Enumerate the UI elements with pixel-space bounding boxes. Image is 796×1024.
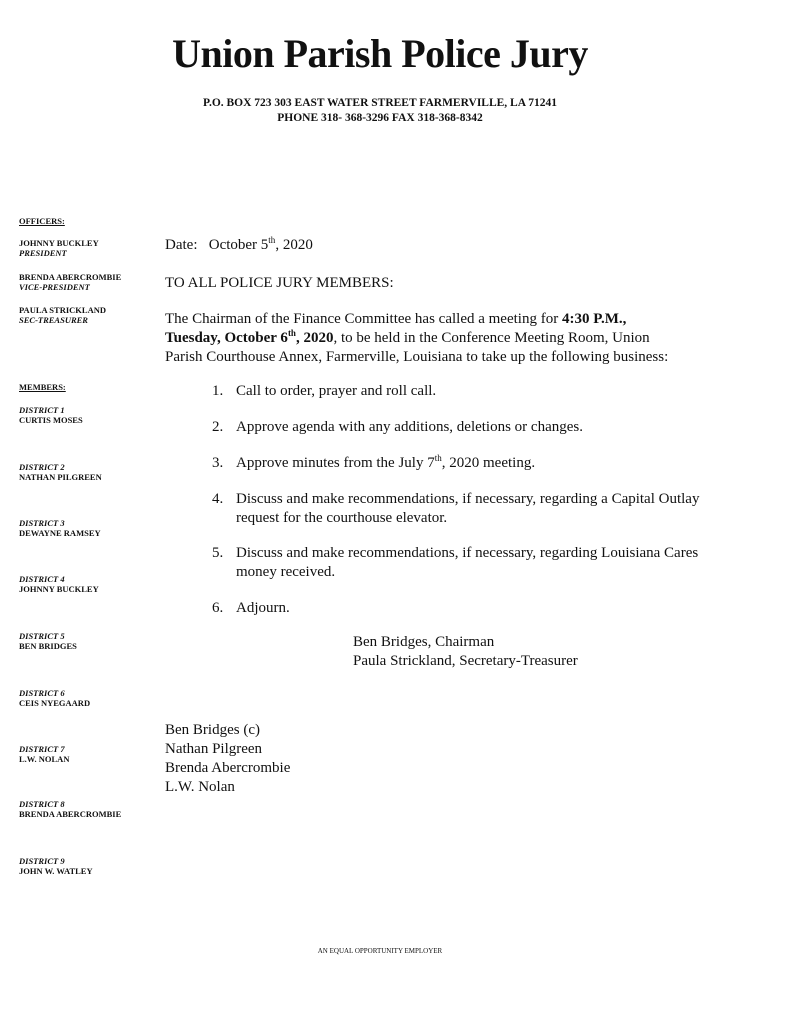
agenda-item-number: 1. (212, 383, 224, 399)
date-label: Date: (165, 237, 198, 253)
agenda-item-number: 4. (212, 491, 224, 507)
member-entry (19, 631, 77, 651)
member-district: DISTRICT 8 (19, 799, 65, 809)
member-entry (19, 405, 83, 425)
signature-secretary: Paula Strickland, Secretary-Treasurer (353, 653, 578, 669)
officer-entry (19, 305, 106, 325)
letter-date (165, 236, 313, 255)
officer-name: BRENDA ABERCROMBIE (19, 272, 122, 282)
member-entry (19, 574, 99, 594)
intro-line-2 (165, 329, 725, 348)
agenda-item (212, 382, 732, 401)
member-district: DISTRICT 7 (19, 744, 65, 754)
agenda-item-number: 6. (212, 600, 224, 616)
member-district: DISTRICT 5 (19, 631, 65, 641)
member-name: DEWAYNE RAMSEY (19, 528, 101, 538)
intro-time: 4:30 P.M., (561, 311, 627, 327)
agenda-item-text: Adjourn. (236, 600, 290, 616)
agenda-item-text: Approve minutes from the July 7th, 2020 meeting. (236, 453, 536, 471)
officer-role: PRESIDENT (19, 248, 67, 258)
date-month: October 5 (208, 237, 269, 253)
agenda-item-number: 5. (212, 545, 224, 561)
member-name: JOHN W. WATLEY (19, 866, 93, 876)
agenda-item-number: 3. (212, 455, 224, 471)
intro-line-3: Parish Courthouse Annex, Farmerville, Louisiana to take up the following business: (165, 349, 669, 365)
letterhead-address: P.O. BOX 723 303 EAST WATER STREET FARMERVILLE, LA 71241 (202, 97, 558, 109)
member-name: JOHNNY BUCKLEY (19, 584, 99, 594)
salutation: TO ALL POLICE JURY MEMBERS: (165, 275, 394, 291)
officer-entry (19, 238, 99, 258)
member-entry (19, 688, 90, 708)
member-name: CEIS NYEGAARD (19, 698, 91, 708)
member-name: BEN BRIDGES (19, 641, 77, 651)
committee-member: Nathan Pilgreen (165, 741, 263, 757)
committee-member: Ben Bridges (c) (165, 722, 260, 738)
agenda-item-text: Discuss and make recommendations, if necessary, regarding a Capital Outlay request for the courthouse elevator. (236, 491, 700, 526)
officer-role: VICE-PRESIDENT (19, 282, 90, 292)
member-entry (19, 518, 101, 538)
officer-name: JOHNNY BUCKLEY (19, 238, 99, 248)
agenda-item-number: 2. (212, 419, 224, 435)
officer-role: SEC-TREASURER (19, 315, 88, 325)
members-heading: MEMBERS: (19, 382, 66, 392)
signature-block (353, 633, 578, 671)
intro-day: Tuesday, October 6th, 2020 (165, 328, 334, 346)
officer-entry (19, 272, 121, 292)
intro-text: The Chairman of the Finance Committee has called a meeting for (165, 311, 562, 327)
member-district: DISTRICT 2 (19, 462, 65, 472)
agenda-item (212, 599, 732, 618)
member-name: CURTIS MOSES (19, 415, 83, 425)
agenda-item-text: Call to order, prayer and roll call. (236, 383, 437, 399)
agenda-item-text: Discuss and make recommendations, if necessary, regarding Louisiana Cares money received. (236, 545, 699, 580)
committee-member: L.W. Nolan (165, 779, 235, 795)
intro-location: , to be held in the Conference Meeting Room, Union (333, 330, 650, 346)
letterhead-title: Union Parish Police Jury (172, 31, 588, 76)
officer-name: PAULA STRICKLAND (19, 305, 106, 315)
intro-paragraph (165, 310, 725, 367)
member-district: DISTRICT 3 (19, 518, 65, 528)
footer-eoe: AN EQUAL OPPORTUNITY EMPLOYER (317, 947, 443, 955)
agenda-item-text: Approve agenda with any additions, deletions or changes. (236, 419, 583, 435)
member-entry (19, 744, 69, 764)
letterhead-phone: PHONE 318- 368-3296 FAX 318-368-8342 (277, 112, 483, 124)
date-year: , 2020 (275, 237, 313, 253)
agenda-item (212, 490, 702, 528)
committee-list (165, 721, 290, 797)
intro-line-1 (165, 310, 725, 329)
member-name: L.W. NOLAN (19, 754, 70, 764)
member-entry (19, 462, 102, 482)
committee-member: Brenda Abercrombie (165, 760, 291, 776)
member-district: DISTRICT 9 (19, 856, 65, 866)
date-suffix: th (268, 235, 276, 245)
signature-chairman: Ben Bridges, Chairman (353, 634, 495, 650)
agenda-item (212, 544, 702, 582)
member-entry (19, 856, 93, 876)
agenda-item (212, 454, 732, 473)
officers-heading: OFFICERS: (19, 216, 65, 226)
member-district: DISTRICT 6 (19, 688, 65, 698)
member-district: DISTRICT 1 (19, 405, 65, 415)
agenda-item (212, 418, 732, 437)
member-entry (19, 799, 121, 819)
member-name: NATHAN PILGREEN (19, 472, 102, 482)
member-district: DISTRICT 4 (19, 574, 65, 584)
member-name: BRENDA ABERCROMBIE (19, 809, 122, 819)
